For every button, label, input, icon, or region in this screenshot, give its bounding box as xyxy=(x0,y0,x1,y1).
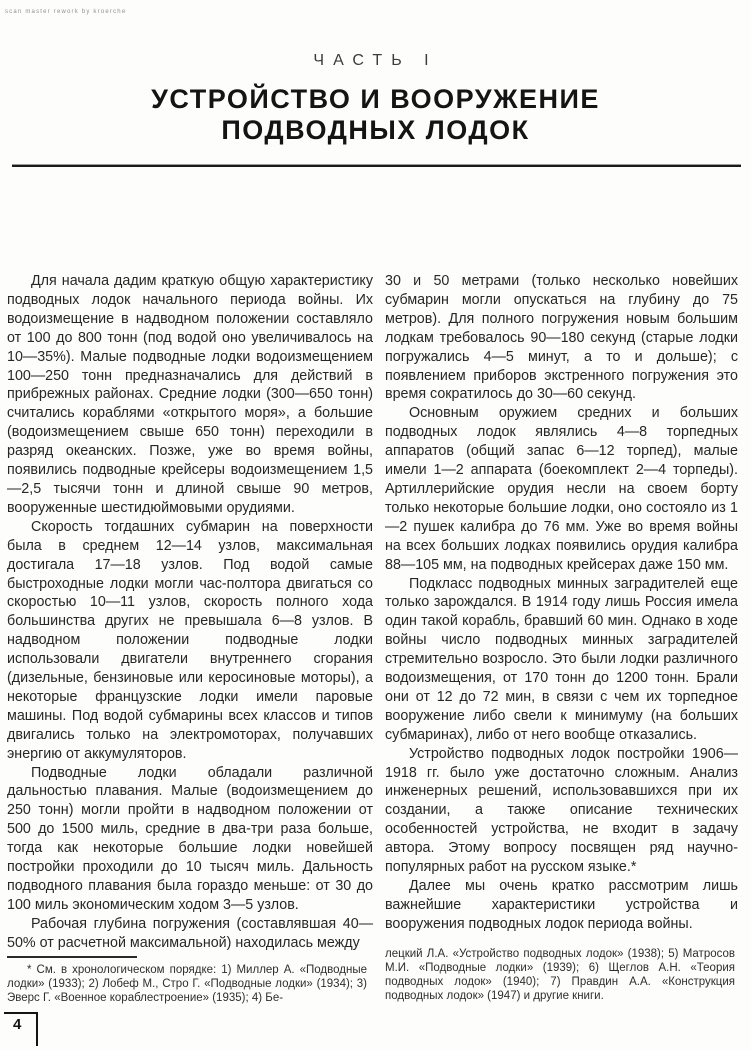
chapter-title-line2: ПОДВОДНЫХ ЛОДОК xyxy=(221,115,530,145)
title-divider-rule xyxy=(12,164,741,167)
part-label: ЧАСТЬ I xyxy=(313,52,438,69)
paragraph: Подкласс подводных минных заградителей еще только зарождался. В 1914 году лишь Россия имела один такой корабль, бравший 60 мин. Однако в ходе войны число подводных минных заградителей стремительно возросло. Это были лодки различного водоизмещения, от 170 тонн до 1200 тонн. Брали они от 12 до 72 мин, в связи с чем их торпедное вооружение либо свели к минимуму (на больших субмаринах), либо от него вообще отказались. xyxy=(385,575,738,743)
left-text-column xyxy=(7,272,373,953)
footnote-text: * См. в хронологическом порядке: 1) Миллер А. «Подводные лодки» (1933); 2) Лобеф М., Стро Г. «Подводные лодки» (1934); 3) Эверс Г. «Военное кораблестроение» (1935); 4) Бе- xyxy=(7,964,367,1004)
paragraph: Рабочая глубина погружения (составлявшая 40—50% от расчетной максимальной) находилась между xyxy=(7,915,373,951)
footnote-text: лецкий Л.А. «Устройство подводных лодок» (1938); 5) Матросов М.И. «Подводные лодки» (1939); 6) Щеглов А.Н. «Теория подводных лодок» (1940); 7) Правдин А.А. «Конструкция подводных лодок» (1947) и другие книги. xyxy=(385,948,735,1002)
paragraph: 30 и 50 метрами (только несколько новейших субмарин могли опускаться на глубину до 75 метров). Для полного погружения новым большим лодкам требовалось 90—180 секунд (старые лодки погружались 4—5 минут, а то и дольше); с появлением приборов экстренного погружения это время сократилось до 30—60 секунд. xyxy=(385,273,738,403)
paragraph: Основным оружием средних и больших подводных лодок являлись 4—8 торпедных аппаратов (общий запас 6—12 торпед), малые имели 1—2 аппарата (боекомплект 2—4 торпеды). Артиллерийские орудия несли на своем борту только некоторые большие лодки, оно состояло из 1—2 пушек калибра до 76 мм. Уже во время войны на всех больших лодках появились орудия калибра 88—105 мм, на подводных крейсерах даже 150 мм. xyxy=(385,405,738,573)
paragraph: Для начала дадим краткую общую характеристику подводных лодок начального периода войны. Их водоизмещение в надводном положении составляло от 100 до 800 тонн (под водой оно увеличивалось на 10—35%). Малые подводные лодки водоизмещением 100—250 тонн предназначались для действий в прибрежных районах. Средние лодки (300—650 тонн) считались кораблями «открытого моря», а большие (водоизмещением свыше 650 тонн) переходили в разряд океанских. Позже, уже во время войны, появились подводные крейсеры водоизмещением 1,5—2,5 тысячи тонн и длиной свыше 90 метров, вооруженные шестидюймовыми орудиями. xyxy=(7,273,373,516)
page-number-frame-top xyxy=(4,1012,38,1014)
footnote-right-column xyxy=(385,947,735,1003)
paragraph: Скорость тогдашних субмарин на поверхности была в среднем 12—14 узлов, максимальная достигала 17—18 узлов. Под водой самые быстроходные лодки могли час-полтора двигаться со скоростью 10—11 узлов, скорость полного хода большинства других не превышала 6—8 узлов. В надводном положении подводные лодки использовали двигатели внутреннего сгорания (дизельные, бензиновые или керосиновые моторы), а некоторые французские лодки имели паровые машины. Под водой субмарины всех классов и типов двигались только на электромоторах, получавших энергию от аккумуляторов. xyxy=(7,518,373,762)
paragraph: Далее мы очень кратко рассмотрим лишь важнейшие характеристики устройства и вооружения подводных лодок периода войны. xyxy=(385,878,738,932)
paragraph: Подводные лодки обладали различной дальностью плавания. Малые (водоизмещением до 250 тонн) могли пройти в надводном положении от 500 до 1500 миль, средние в два-три раза больше, тогда как некоторые большие лодки новейшей постройки проходили до 10 тысяч миль. Дальность подводного плавания была гораздо меньше: от 30 до 100 миль экономическим ходом 3—5 узлов. xyxy=(7,764,373,913)
scan-watermark: scan master rework by kroerche xyxy=(5,9,127,15)
paragraph: Устройство подводных лодок постройки 1906—1918 гг. было уже достаточно сложным. Анализ инженерных решений, использовавшихся при их создании, а также описание технических особенностей устройства, не входит в задачу автора. Этому вопросу посвящен ряд научно-популярных работ на русском языке.* xyxy=(385,745,738,876)
page-number: 4 xyxy=(13,1016,22,1033)
page-number-frame-right xyxy=(36,1012,38,1046)
chapter-title xyxy=(0,84,751,146)
footnote-separator-rule xyxy=(7,956,137,958)
chapter-title-line1: УСТРОЙСТВО И ВООРУЖЕНИЕ xyxy=(151,84,600,114)
footnote-left-column xyxy=(7,963,367,1005)
right-text-column xyxy=(385,272,738,934)
